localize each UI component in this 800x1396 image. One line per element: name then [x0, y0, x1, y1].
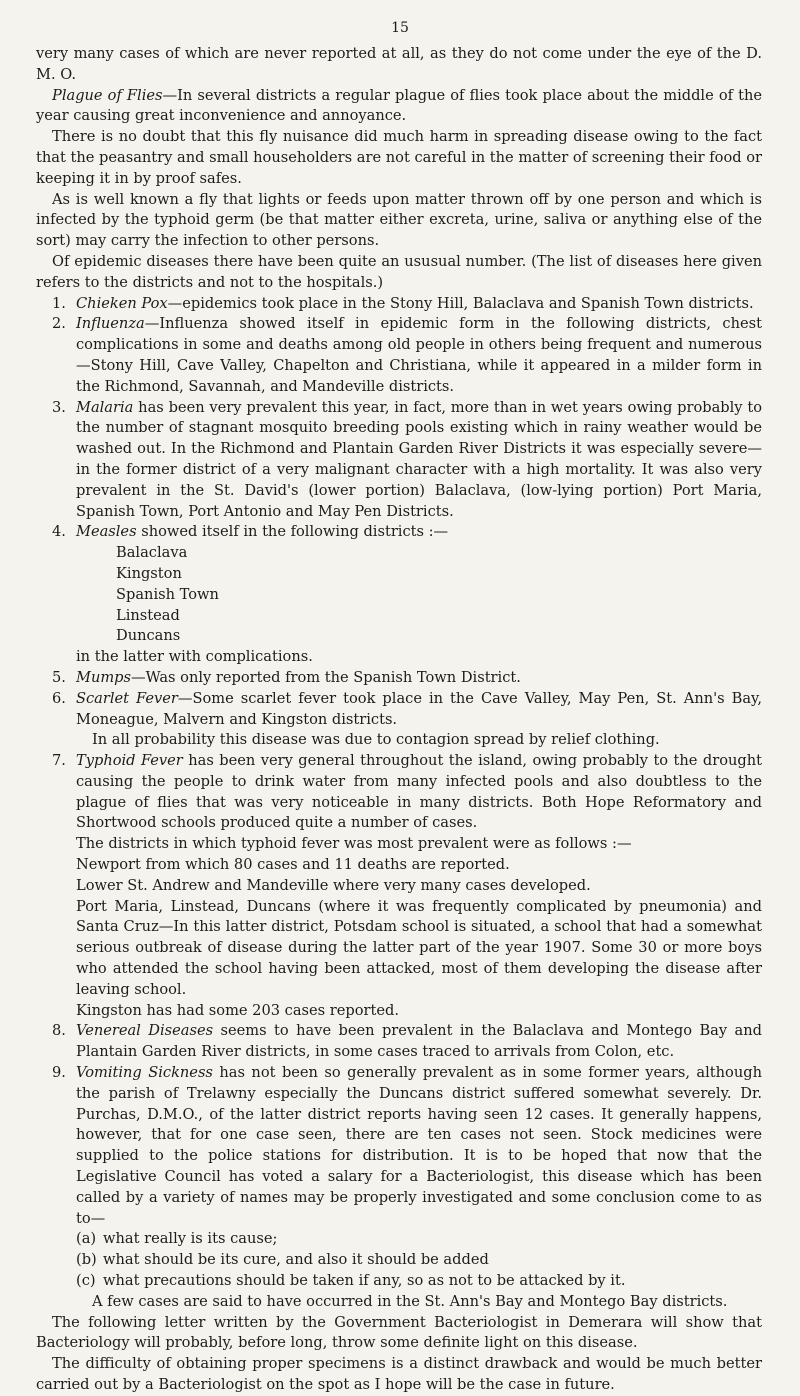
vomiting-sickness-note: A few cases are said to have occurred in the St. Ann's Bay and Montego Bay districts. [92, 1292, 728, 1310]
typhoid-district: Kingston has had some 203 cases reported. [76, 1001, 400, 1019]
page-number: 15 [391, 20, 409, 36]
measles-district: Duncans [116, 627, 181, 645]
typhoid-district: Lower St. Andrew and Mandeville where very many cases developed. [76, 876, 591, 894]
list-item-influenza: 2. Influenza—Influenza showed itself in epidemic form in the following districts, chest complications in some and deaths among old people in others being frequent and numerous—Stony Hill, Cave Valley, Chapelton and Christiana, while it appeared in a milder form in the Richmond, Savannah, and Mandeville districts. [52, 315, 762, 395]
typhoid-district: Newport from which 80 cases and 11 deaths are reported. [76, 856, 510, 874]
measles-note: in the latter with complications. [76, 648, 313, 666]
paragraph-difficulty: The difficulty of obtaining proper specimens is a distinct drawback and would be much better carried out by a Bacteriologist on the spot as I hope will be the case in future. [36, 1355, 762, 1393]
list-item-venereal-diseases: 8. Venereal Diseases seems to have been prevalent in the Balaclava and Montego Bay and Plantain Garden River districts, in some cases traced to arrivals from Colon, etc. [52, 1022, 762, 1061]
list-item-typhoid-fever: 7. Typhoid Fever has been very general throughout the island, owing probably to the drought causing the people to drink water from many infected pools and also doubtless to the plague of flies that was very noticeable in many districts. Both Hope Reformatory and Shortwood schools produced quite a number of cases. [52, 752, 763, 832]
heading-plague-of-flies: Plague of Flies [52, 86, 163, 104]
paragraph-fly-nuisance: There is no doubt that this fly nuisance did much harm in spreading disease owing to the fact that the peasantry and small householders are not careful in the matter of screening their food or keeping it in by proof safes. [36, 128, 762, 187]
list-item-measles: 4. Measles showed itself in the following districts :— [52, 523, 449, 541]
measles-district: Spanish Town [116, 585, 219, 603]
body-text [36, 44, 762, 1396]
measles-districts [116, 543, 762, 647]
measles-district: Linstead [116, 606, 180, 624]
list-item-vomiting-sickness: 9. Vomiting Sickness has not been so generally prevalent as in some former years, although the parish of Trelawny especially the Duncans district suffered somewhat severely. Dr. Purchas, D.M.O., of the latter district reports having seen 12 cases. It generally happens, however, that for one case seen, there are ten cases not seen. Stock medicines were supplied to the police stations for distribution. It is to be hoped that now that the Legislative Council has voted a salary for a Bacteriologist, this disease which has been called by a variety of names may be properly investigated and some conclusion come to as to— [52, 1064, 762, 1227]
typhoid-intro: The districts in which typhoid fever was most prevalent were as follows :— [76, 835, 632, 853]
scarlet-fever-note: In all probability this disease was due to contagion spread by relief clothing. [92, 731, 660, 749]
subpoint-b: (b) what should be its cure, and also it should be added [76, 1251, 489, 1269]
subpoint-c: (c) what precautions should be taken if any, so as not to be attacked by it. [76, 1272, 626, 1290]
list-item-mumps: 5. Mumps—Was only reported from the Spanish Town District. [52, 668, 521, 686]
list-item-malaria: 3. Malaria has been very prevalent this year, in fact, more than in wet years owing probably to the number of stagnant mosquito breeding pools existing which in rainy weather would be washed out. In the Richmond and Plantain Garden River Districts it was especially severe—in the former district of a very malignant character with a high mortality. It was also very prevalent in the St. David's (lower portion) Balaclava, (low-lying portion) Port Maria, Spanish Town, Port Antonio and May Pen Districts. [52, 398, 762, 520]
measles-district: Balaclava [116, 544, 188, 562]
measles-district: Kingston [116, 564, 182, 582]
typhoid-district: Port Maria, Linstead, Duncans (where it was frequently complicated by pneumonia) and Santa Cruz—In this latter district, Potsdam school is situated, a school that had a somewhat serious outbreak of disease during the latter part of the year 1907. Some 30 or more boys who attended the school having been attacked, most of them developing the disease after leaving school. [76, 897, 762, 998]
list-item-scarlet-fever: 6. Scarlet Fever—Some scarlet fever took place in the Cave Valley, May Pen, St. Ann's Bay, Moneague, Malvern and Kingston districts. [52, 689, 763, 728]
paragraph-lights: As is well known a fly that lights or feeds upon matter thrown off by one person and which is infected by the typhoid germ (be that matter either excreta, urine, saliva or anything else of the sort) may carry the infection to other persons. [36, 190, 762, 250]
subpoint-a: (a) what really is its cause; [76, 1230, 278, 1248]
paragraph-letter: The following letter written by the Government Bacteriologist in Demerara will show that Bacteriology will probably, before long, throw some definite light on this disease. [36, 1313, 762, 1352]
paragraph-intro: very many cases of which are never reported at all, as they do not come under the eye of the D. M. O. [36, 45, 762, 83]
list-item-chicken-pox: 1. Chieken Pox—epidemics took place in the Stony Hill, Balaclava and Spanish Town districts. [52, 294, 754, 312]
paragraph-flies: Plague of Flies—In several districts a regular plague of flies took place about the middle of the year causing great inconvenience and annoyance. [36, 86, 762, 125]
typhoid-list [76, 855, 762, 1021]
paragraph-epidemic: Of epidemic diseases there have been quite an ususual number. (The list of diseases here given refers to the districts and not to the hospitals.) [36, 252, 762, 291]
